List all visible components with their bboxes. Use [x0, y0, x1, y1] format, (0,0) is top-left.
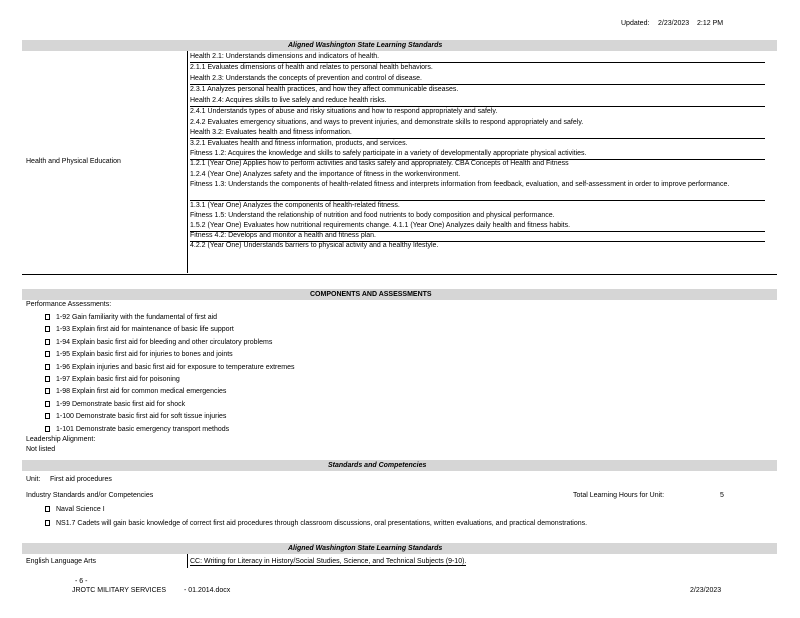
bullet-icon	[45, 426, 50, 432]
standard-line: Fitness 1.5: Understand the relationship of nutrition and food nutrients to body composition and physical performance.	[190, 212, 555, 219]
standard-line: Health 2.3: Understands the concepts of prevention and control of disease.	[190, 74, 765, 85]
standard-line: Fitness 1.3: Understands the components of health-related fitness and interprets information from feedback, evaluation, and self-assessment in order to improve performance.	[190, 180, 765, 201]
industry-item	[45, 506, 105, 513]
components-header-bar	[22, 289, 777, 300]
subject-label: Health and Physical Education	[26, 158, 121, 165]
performance-item	[45, 399, 185, 411]
performance-item-text: 1-98 Explain first aid for common medical emergencies	[56, 388, 227, 396]
bullet-icon	[45, 506, 50, 512]
standard-line: 1.2.1 (Year One) Applies how to perform activities and tasks safely and appropriately. CBA Concepts of Health and Fitness	[190, 160, 569, 167]
total-hours-label: Total Learning Hours for Unit:	[573, 492, 665, 499]
bullet-icon	[45, 351, 50, 357]
standard-line: 4.2.2 (Year One) Understands barriers to physical activity and a healthy lifestyle.	[190, 242, 439, 249]
components-header-title: COMPONENTS AND ASSESSMENTS	[310, 291, 432, 298]
ela-standard: CC: Writing for Literacy in History/Social Studies, Science, and Technical Subjects (9-10).	[190, 558, 467, 565]
bullet-icon	[45, 388, 50, 394]
bullet-icon	[45, 401, 50, 407]
table-divider	[187, 554, 188, 568]
bullet-icon	[45, 413, 50, 419]
performance-item-text: 1-93 Explain first aid for maintenance of basic life support	[56, 326, 234, 334]
standard-line: 1.5.2 (Year One) Evaluates how nutritional requirements change. 4.1.1 (Year One) Analyzes daily health and fitness habits.	[190, 221, 765, 232]
standard-line: 2.1.1 Evaluates dimensions of health and relates to personal health behaviors.	[190, 64, 433, 71]
bullet-icon	[45, 376, 50, 382]
page-number: - 6 -	[75, 578, 88, 585]
standard-line: 1.2.4 (Year One) Analyzes safety and the importance of fitness in the workenvironment.	[190, 171, 461, 178]
standard-line: Health 2.4: Acquires skills to live safely and reduce health risks.	[190, 96, 765, 107]
bullet-icon	[45, 339, 50, 345]
leadership-value: Not listed	[26, 446, 56, 453]
performance-item-text: 1-99 Demonstrate basic first aid for shock	[56, 400, 186, 408]
standard-line: 3.2.1 Evaluates health and fitness information, products, and services.	[190, 140, 408, 147]
performance-item-text: 1-94 Explain basic first aid for bleeding and other circulatory problems	[56, 338, 273, 346]
industry-item-text: NS1.7 Cadets will gain basic knowledge of correct first aid procedures through classroom discussions, oral presentations, written evaluations, and practical demonstrations.	[56, 520, 588, 527]
industry-label: Industry Standards and/or Competencies	[26, 492, 154, 499]
table-divider	[187, 51, 188, 273]
ela-header-title: Aligned Washington State Learning Standards	[288, 545, 443, 552]
performance-item-text: 1-101 Demonstrate basic emergency transport methods	[56, 425, 230, 433]
standard-line: 2.3.1 Analyzes personal health practices, and how they affect communicable diseases.	[190, 86, 459, 93]
unit-label: Unit:	[26, 476, 41, 483]
performance-label: Performance Assessments:	[26, 301, 112, 308]
performance-item	[45, 349, 233, 361]
standard-line: 1.3.1 (Year One) Analyzes the components of health-related fitness.	[190, 202, 400, 209]
section-divider	[22, 274, 777, 275]
total-hours-value: 5	[720, 492, 724, 499]
performance-item	[45, 337, 272, 349]
standard-line: Health 3.2: Evaluates health and fitness information.	[190, 128, 765, 139]
standards-header-title: Aligned Washington State Learning Standards	[288, 42, 443, 49]
performance-item	[45, 424, 229, 436]
competencies-header-bar	[22, 460, 777, 471]
performance-item-text: 1-96 Explain injuries and basic first aid for exposure to temperature extremes	[56, 363, 295, 371]
performance-item	[45, 411, 226, 423]
performance-item-text: 1-92 Gain familiarity with the fundamental of first aid	[56, 314, 218, 321]
unit-value: First aid procedures	[50, 476, 112, 483]
performance-item	[45, 324, 234, 336]
performance-item-text: 1-97 Explain basic first aid for poisoning	[56, 376, 180, 383]
standard-line: 2.4.2 Evaluates emergency situations, and ways to prevent injuries, and demonstrate skills to respond appropriately and safely.	[190, 119, 584, 126]
bullet-icon	[45, 364, 50, 370]
industry-item	[45, 518, 745, 530]
performance-item	[45, 312, 217, 324]
competencies-header-title: Standards and Competencies	[328, 462, 427, 469]
bullet-icon	[45, 520, 50, 526]
doc-name: - 01.2014.docx	[184, 587, 231, 594]
standards-header-bar	[22, 40, 777, 51]
bullet-icon	[45, 326, 50, 332]
performance-item	[45, 374, 180, 386]
ela-header-bar	[22, 543, 777, 554]
standard-line: Health 2.1: Understands dimensions and indicators of health.	[190, 52, 765, 63]
leadership-label: Leadership Alignment:	[26, 436, 96, 443]
standard-line: 2.4.1 Understands types of abuse and risky situations and how to respond appropriately and safely.	[190, 108, 498, 115]
program-name: JROTC MILITARY SERVICES	[72, 587, 167, 594]
performance-item	[45, 386, 226, 398]
performance-item-text: 1-95 Explain basic first aid for injuries to bones and joints	[56, 351, 233, 359]
updated-label: Updated:	[621, 20, 650, 27]
ela-subject: English Language Arts	[26, 558, 97, 565]
standard-line: Fitness 4.2: Develops and monitor a health and fitness plan.	[190, 231, 765, 242]
updated-time: 2:12 PM	[697, 20, 724, 27]
bullet-icon	[45, 314, 50, 320]
footer-date: 2/23/2023	[690, 587, 722, 594]
standard-line: Fitness 1.2: Acquires the knowledge and skills to safely participate in a variety of developmentally appropriate physical activities.	[190, 149, 765, 160]
industry-item-text: Naval Science I	[56, 506, 105, 513]
performance-item	[45, 362, 295, 374]
updated-date: 2/23/2023	[658, 20, 690, 27]
performance-item-text: 1-100 Demonstrate basic first aid for soft tissue injuries	[56, 413, 227, 421]
